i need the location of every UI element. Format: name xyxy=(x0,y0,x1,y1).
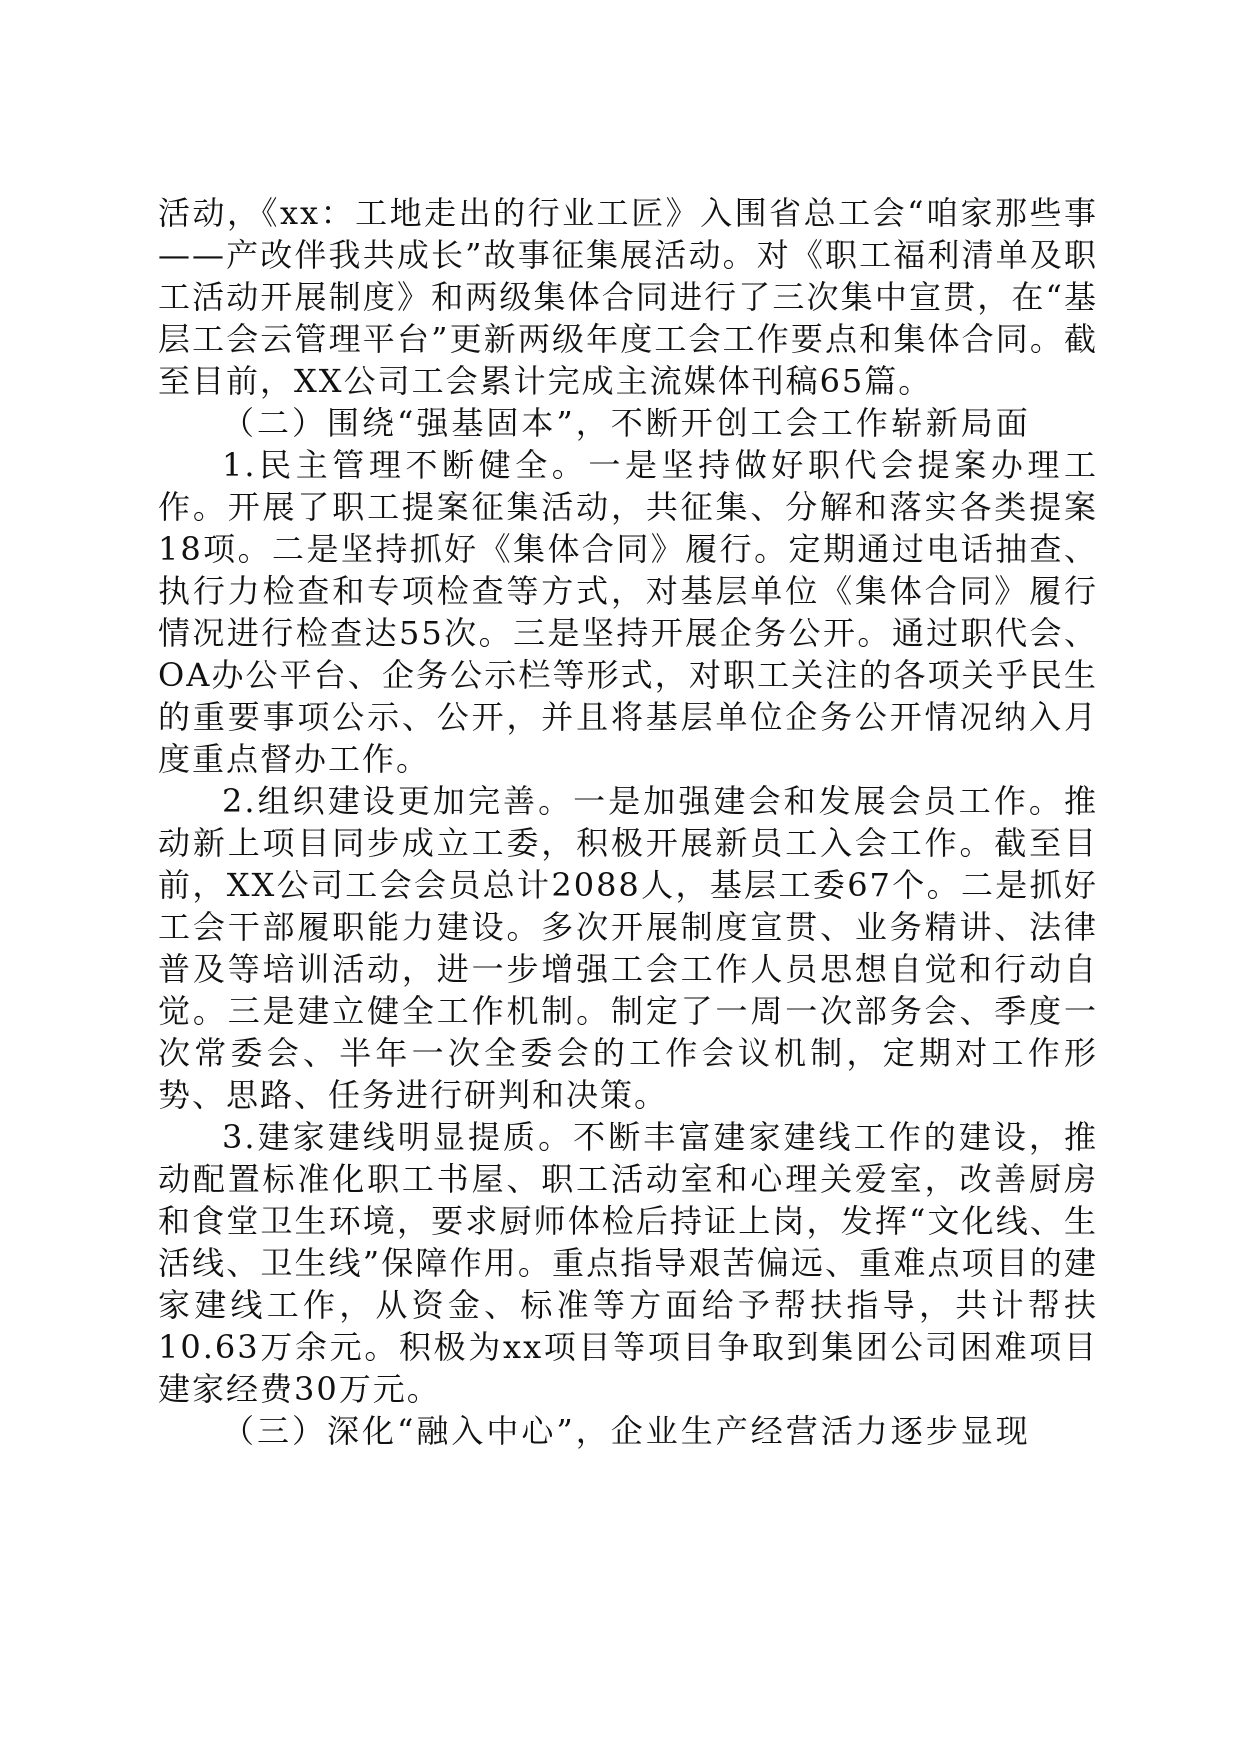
document-page xyxy=(158,192,1098,1452)
body-paragraph-organization-building: 2.组织建设更加完善。一是加强建会和发展会员工作。推动新上项目同步成立工委，积极开展新员工入会工作。截至目前，XX公司工会会员总计2088人，基层工委67个。二是抓好工会干部履职能力建设。多次开展制度宣贯、业务精讲、法律普及等培训活动，进一步增强工会工作人员思想自觉和行动自觉。三是建立健全工作机制。制定了一周一次部务会、季度一次常委会、半年一次全委会的工作会议机制，定期对工作形势、思路、任务进行研判和决策。 xyxy=(158,782,1098,1114)
section-heading-3: （三）深化“融入中心”，企业生产经营活力逐步显现 xyxy=(222,1412,1031,1450)
section-heading-2: （二）围绕“强基固本”，不断开创工会工作崭新局面 xyxy=(222,404,1031,442)
body-paragraph-publicity: 活动，《xx：工地走出的行业工匠》入围省总工会“咱家那些事——产改伴我共成长”故事征集展活动。对《职工福利清单及职工活动开展制度》和两级集体合同进行了三次集中宣贯，在“基层工会云管理平台”更新两级年度工会工作要点和集体合同。截至目前，XX公司工会累计完成主流媒体刊稿65篇。 xyxy=(158,194,1098,400)
body-paragraph-home-building: 3.建家建线明显提质。不断丰富建家建线工作的建设，推动配置标准化职工书屋、职工活动室和心理关爱室，改善厨房和食堂卫生环境，要求厨师体检后持证上岗，发挥“文化线、生活线、卫生线”保障作用。重点指导艰苦偏远、重难点项目的建家建线工作，从资金、标准等方面给予帮扶指导，共计帮扶10.63万余元。积极为xx项目等项目争取到集团公司困难项目建家经费30万元。 xyxy=(158,1118,1098,1408)
body-paragraph-democratic-management: 1.民主管理不断健全。一是坚持做好职代会提案办理工作。开展了职工提案征集活动，共征集、分解和落实各类提案18项。二是坚持抓好《集体合同》履行。定期通过电话抽查、执行力检查和专项检查等方式，对基层单位《集体合同》履行情况进行检查达55次。三是坚持开展企务公开。通过职代会、OA办公平台、企务公示栏等形式，对职工关注的各项关乎民生的重要事项公示、公开，并且将基层单位企务公开情况纳入月度重点督办工作。 xyxy=(158,446,1098,778)
